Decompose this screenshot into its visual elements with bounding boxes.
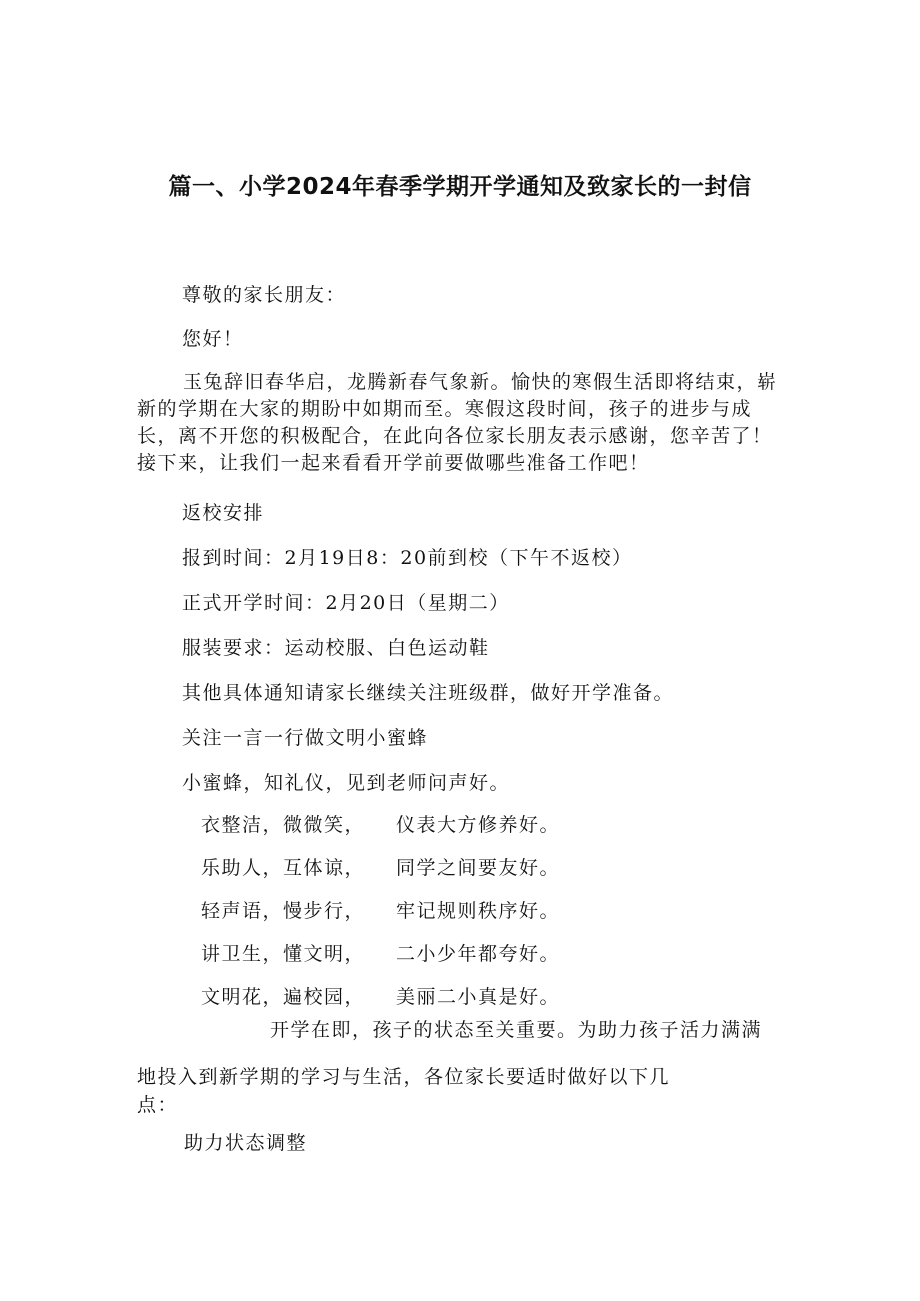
other-notice: 其他具体通知请家长继续关注班级群，做好开学准备。 [182,682,675,704]
state-paragraph-line-3: 点： [137,1094,179,1116]
poem-line-1-b: 仪表大方修养好。 [396,814,561,836]
poem-line-3-b: 牢记规则秩序好。 [396,900,561,922]
start-time: 正式开学时间：2月20日（星期二） [182,592,510,614]
poem-line-3-a: 轻声语，慢步行， [201,900,366,922]
section-heading-bee: 关注一言一行做文明小蜜蜂 [182,727,429,749]
intro-paragraph [137,369,785,477]
state-paragraph-line-2: 地投入到新学期的学习与生活，各位家长要适时做好以下几 [137,1066,671,1088]
poem-line-2-b: 同学之间要友好。 [396,857,561,879]
report-time: 报到时间：2月19日8：20前到校（下午不返校） [182,547,633,569]
dress-requirement: 服装要求：运动校服、白色运动鞋 [182,637,490,659]
section-heading-state: 助力状态调整 [184,1132,308,1154]
hello: 您好！ [182,328,244,350]
section-heading-return: 返校安排 [182,502,265,524]
bee-line: 小蜜蜂，知礼仪，见到老师问声好。 [182,772,511,794]
intro-text: 玉兔辞旧春华启，龙腾新春气象新。愉快的寒假生活即将结束，崭新的学期在大家的期盼中如期而至。寒假这段时间，孩子的进步与成长，离不开您的积极配合，在此向各位家长朋友表示感谢，您辛苦了！接下来，让我们一起来看看开学前要做哪些准备工作吧！ [137,371,778,474]
poem-line-4-a: 讲卫生，懂文明， [201,943,366,965]
poem-line-5-b: 美丽二小真是好。 [396,986,561,1008]
state-paragraph-line-1: 开学在即，孩子的状态至关重要。为助力孩子活力满满 [270,1019,763,1041]
greeting: 尊敬的家长朋友： [182,284,347,306]
poem-line-1-a: 衣整洁，微微笑， [201,814,366,836]
poem-line-4-b: 二小少年都夸好。 [396,943,561,965]
document-title: 篇一、小学2024年春季学期开学通知及致家长的一封信 [168,174,752,200]
poem-line-5-a: 文明花，遍校园， [201,986,366,1008]
poem-line-2-a: 乐助人，互体谅， [201,857,366,879]
